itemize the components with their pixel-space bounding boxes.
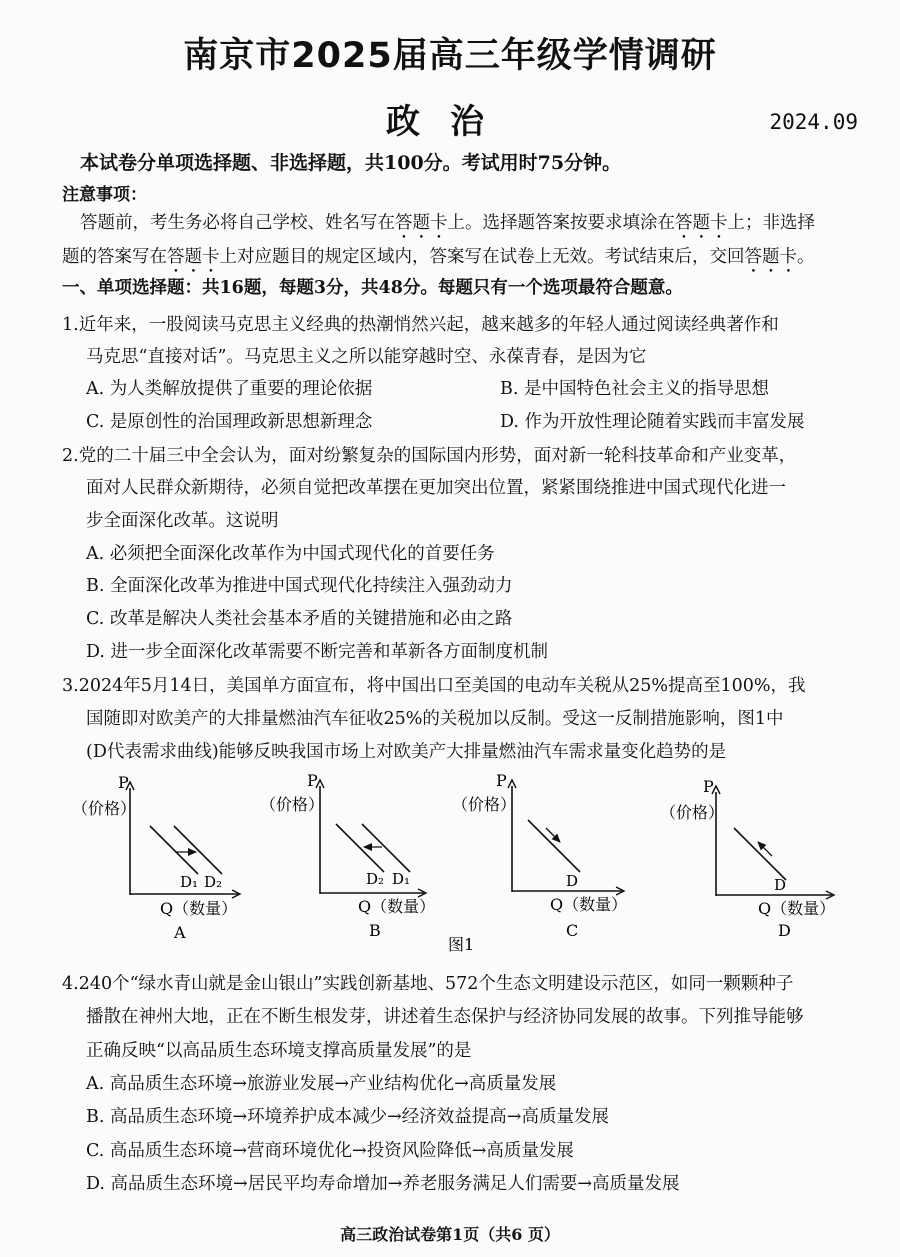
panel-a-d-first: D₁ bbox=[180, 873, 199, 891]
panel-d-qty-label: Q（数量） bbox=[758, 899, 836, 918]
section-heading: 一、单项选择题：共16题，每题3分，共48分。每题只有一个选项最符合题意。 bbox=[62, 278, 683, 298]
panel-a-qty-label: Q（数量） bbox=[160, 899, 238, 918]
notice-line-1: 答题前，考生务必将自己学校、姓名写在答题卡上。选择题答案按要求填涂在答题卡上；非选择 bbox=[80, 213, 815, 233]
exam-intro: 本试卷分单项选择题、非选择题，共100分。考试用时75分钟。 bbox=[80, 152, 622, 174]
exam-title: 南京市2025届高三年级学情调研 bbox=[183, 36, 717, 76]
q4-option-a: A. 高品质生态环境→旅游业发展→产业结构优化→高质量发展 bbox=[86, 1074, 557, 1094]
q4-stem-line-1: 4.240个“绿水青山就是金山银山”实践创新基地、572个生态文明建设示范区，如同一颗颗种子 bbox=[62, 974, 794, 994]
subject-title: 政治 bbox=[386, 102, 514, 142]
q2-option-b: B. 全面深化改革为推进中国式现代化持续注入强劲动力 bbox=[86, 576, 513, 596]
panel-d-p-label: P bbox=[703, 777, 714, 796]
panel-d-price-label: （价格） bbox=[660, 803, 725, 822]
q4-stem-line-2: 播散在神州大地，正在不断生根发芽，讲述着生态保护与经济协同发展的故事。下列推导能够 bbox=[86, 1007, 804, 1027]
q3-stem-line-3: (D代表需求曲线)能够反映我国市场上对欧美产大排量燃油汽车需求量变化趋势的是 bbox=[86, 742, 727, 762]
panel-b-d-second: D₁ bbox=[392, 870, 411, 888]
figure-1 bbox=[0, 770, 900, 965]
panel-c-letter: C bbox=[566, 921, 579, 940]
panel-c-p-label: P bbox=[496, 771, 507, 790]
panel-c-curve-d bbox=[528, 820, 580, 872]
figure-panel-b bbox=[260, 771, 435, 940]
panel-d-letter: D bbox=[778, 921, 791, 940]
q1-stem-line-2: 马克思“直接对话”。马克思主义之所以能穿越时空、永葆青春，是因为它 bbox=[86, 347, 647, 367]
panel-b-curve-d1 bbox=[362, 824, 410, 872]
q4-option-c: C. 高品质生态环境→营商环境优化→投资风险降低→高质量发展 bbox=[86, 1141, 574, 1161]
q4-option-b: B. 高品质生态环境→环境养护成本减少→经济效益提高→高质量发展 bbox=[86, 1107, 609, 1127]
q1-option-c: C. 是原创性的治国理政新思想新理念 bbox=[86, 412, 373, 432]
panel-d-curve-d bbox=[734, 828, 786, 880]
q4-option-d: D. 高品质生态环境→居民平均寿命增加→养老服务满足人们需要→高质量发展 bbox=[86, 1174, 680, 1194]
figure-panel-d bbox=[660, 777, 835, 940]
q2-option-d: D. 进一步全面深化改革需要不断完善和革新各方面制度机制 bbox=[86, 642, 549, 662]
panel-b-curve-d2 bbox=[336, 824, 384, 872]
figure-panel-a bbox=[72, 773, 240, 942]
notice-heading: 注意事项： bbox=[62, 185, 147, 205]
q3-stem-line-1: 3.2024年5月14日，美国单方面宣布，将中国出口至美国的电动车关税从25%提高至100%，我 bbox=[62, 676, 806, 696]
figure-panel-c bbox=[452, 771, 627, 940]
panel-b-d-first: D₂ bbox=[366, 870, 385, 888]
panel-b-qty-label: Q（数量） bbox=[358, 897, 436, 916]
q2-stem-line-1: 2.党的二十届三中全会认为，面对纷繁复杂的国际国内形势，面对新一轮科技革命和产业变革， bbox=[62, 446, 797, 466]
panel-d-d: D bbox=[774, 876, 787, 894]
q2-option-c: C. 改革是解决人类社会基本矛盾的关键措施和必由之路 bbox=[86, 609, 513, 629]
panel-b-p-label: P bbox=[307, 771, 318, 790]
exam-date: 2024.09 bbox=[769, 110, 858, 134]
q3-stem-line-2: 国随即对欧美产的大排量燃油汽车征收25%的关税加以反制。受这一反制措施影响，图1中 bbox=[86, 709, 784, 729]
panel-a-curve-d1 bbox=[150, 826, 198, 874]
panel-b-letter: B bbox=[369, 921, 381, 940]
panel-c-qty-label: Q（数量） bbox=[550, 895, 628, 914]
panel-c-price-label: （价格） bbox=[452, 795, 517, 814]
panel-a-curve-d2 bbox=[174, 826, 222, 874]
q1-option-a: A. 为人类解放提供了重要的理论依据 bbox=[86, 379, 373, 399]
panel-a-d-second: D₂ bbox=[204, 873, 223, 891]
panel-a-letter: A bbox=[174, 923, 186, 942]
panel-b-price-label: （价格） bbox=[260, 795, 325, 814]
figure-caption: 图1 bbox=[448, 935, 475, 954]
q1-option-d: D. 作为开放性理论随着实践而丰富发展 bbox=[500, 412, 805, 432]
q4-stem-line-3: 正确反映“以高品质生态环境支撑高质量发展”的是 bbox=[86, 1041, 472, 1061]
q1-stem-line-1: 1.近年来，一股阅读马克思主义经典的热潮悄然兴起，越来越多的年轻人通过阅读经典著作和 bbox=[62, 315, 779, 335]
q1-option-b: B. 是中国特色社会主义的指导思想 bbox=[500, 379, 769, 399]
panel-a-price-label: （价格） bbox=[72, 799, 137, 818]
panel-c-d: D bbox=[566, 872, 579, 890]
page-footer: 高三政治试卷第1页（共6 页） bbox=[340, 1225, 560, 1244]
notice-line-2: 题的答案写在答题卡上对应题目的规定区域内，答案写在试卷上无效。考试结束后，交回答题卡。 bbox=[62, 247, 815, 267]
q2-option-a: A. 必须把全面深化改革作为中国式现代化的首要任务 bbox=[86, 544, 495, 564]
panel-a-p-label: P bbox=[118, 773, 129, 792]
q2-stem-line-2: 面对人民群众新期待，必须自觉把改革摆在更加突出位置，紧紧围绕推进中国式现代化进一 bbox=[86, 478, 786, 498]
q2-stem-line-3: 步全面深化改革。这说明 bbox=[86, 511, 279, 531]
